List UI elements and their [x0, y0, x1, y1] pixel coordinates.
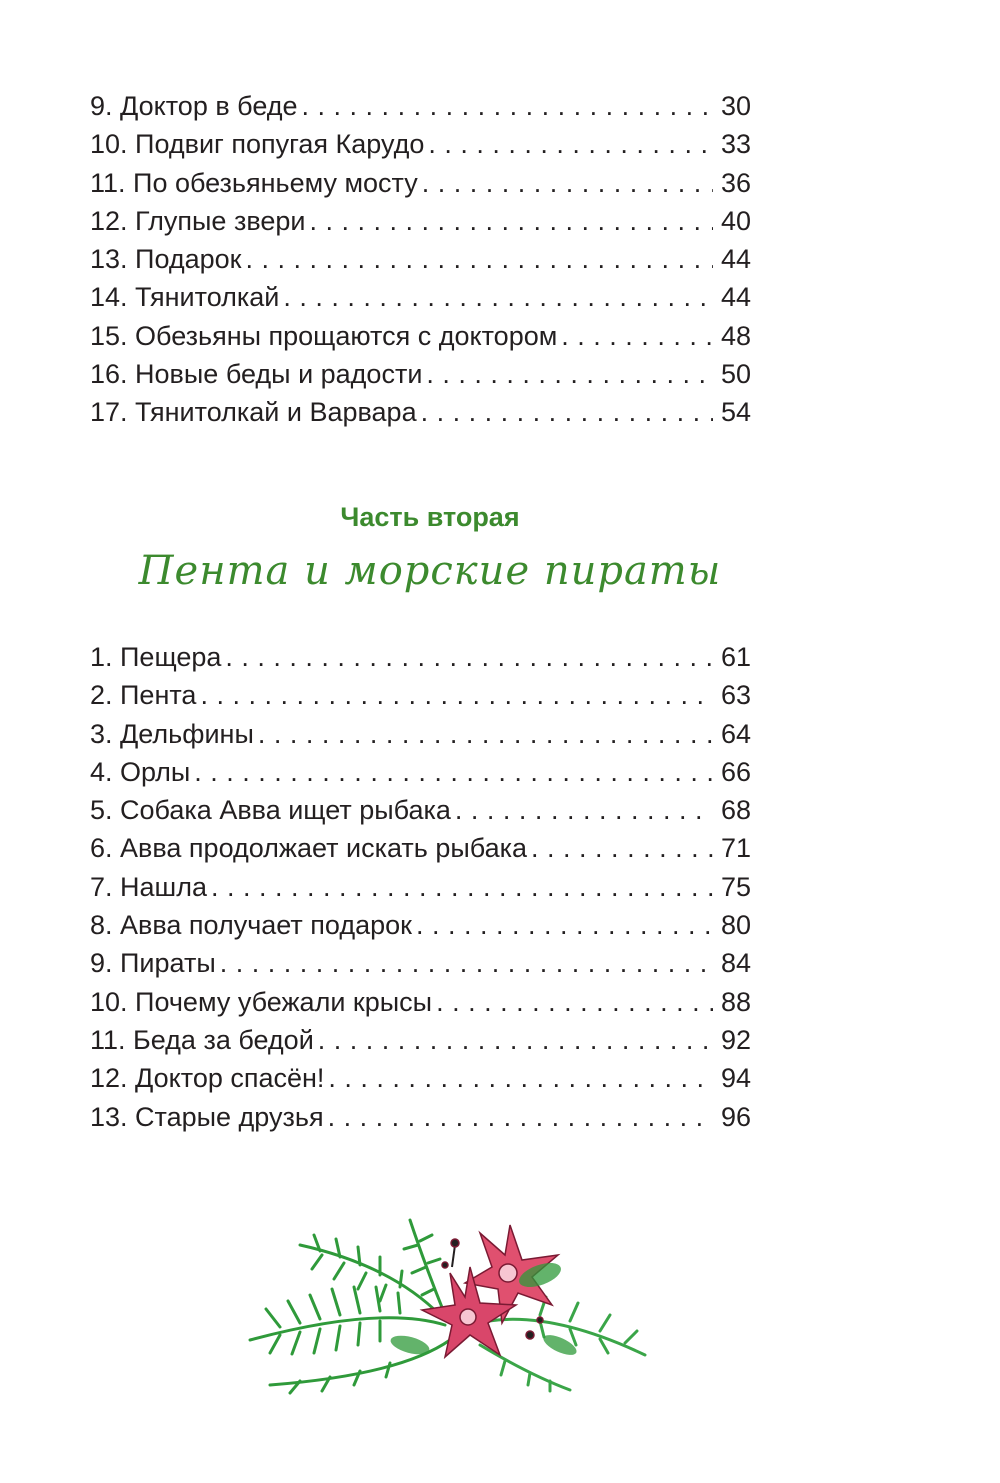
toc-entry-page: 33 — [720, 129, 751, 160]
toc-entry-page: 92 — [720, 1024, 751, 1055]
toc-entry-title: 11. По обезьяньему мосту — [90, 167, 418, 198]
dot-leader — [531, 829, 713, 867]
toc-entry[interactable] — [90, 676, 751, 714]
dot-leader — [283, 278, 713, 316]
toc-entry-title: 8. Авва получает подарок — [90, 910, 412, 941]
toc-entry[interactable] — [90, 1098, 751, 1136]
toc-entry[interactable] — [90, 87, 751, 125]
toc-entry-title: 13. Старые друзья — [90, 1101, 324, 1132]
toc-entry-page: 54 — [720, 397, 751, 428]
toc-entry-page: 71 — [720, 833, 751, 864]
toc-entry[interactable] — [90, 393, 751, 431]
dot-leader — [455, 791, 713, 829]
toc-entry[interactable] — [90, 829, 751, 867]
toc-entry-title: 2. Пента — [90, 680, 197, 711]
dot-leader — [328, 1098, 713, 1136]
toc-entry[interactable] — [90, 983, 751, 1021]
toc-entry[interactable] — [90, 1059, 751, 1097]
dot-leader — [328, 1059, 713, 1097]
toc-entry-title: 13. Подарок — [90, 244, 242, 275]
toc-entry[interactable] — [90, 753, 751, 791]
dot-leader — [302, 87, 713, 125]
toc-entry-page: 44 — [720, 282, 751, 313]
toc-entry-title: 3. Дельфины — [90, 718, 254, 749]
dot-leader — [421, 393, 713, 431]
toc-entry-page: 64 — [720, 718, 751, 749]
dot-leader — [561, 317, 713, 355]
toc-entry-title: 17. Тянитолкай и Варвара — [90, 397, 417, 428]
dot-leader — [428, 125, 713, 163]
dot-leader — [220, 944, 713, 982]
dot-leader — [309, 202, 713, 240]
toc-entry[interactable] — [90, 715, 751, 753]
toc-entry-page: 61 — [720, 642, 751, 672]
dot-leader — [422, 164, 713, 202]
toc-entry-page: 44 — [720, 244, 751, 275]
toc-entry-page: 94 — [720, 1063, 751, 1094]
toc-entry-title: 1. Пещера — [90, 642, 222, 672]
dot-leader — [426, 355, 713, 393]
toc-entry[interactable] — [90, 868, 751, 906]
toc-entry[interactable] — [90, 906, 751, 944]
part-two-title: Пента и морские пираты — [138, 548, 722, 594]
toc-entry-title: 9. Пираты — [90, 948, 216, 979]
dot-leader — [194, 753, 713, 791]
toc-entry-page: 30 — [720, 91, 751, 121]
part-two-label: Часть вторая — [340, 502, 520, 532]
dot-leader — [200, 676, 713, 714]
toc-entry-page: 40 — [720, 205, 751, 236]
toc-entry-title: 6. Авва продолжает искать рыбака — [90, 833, 528, 864]
toc-part-two — [90, 638, 751, 1136]
toc-entry-page: 68 — [720, 795, 751, 826]
toc-entry[interactable] — [90, 125, 751, 163]
toc-entry-page: 66 — [720, 756, 751, 787]
toc-entry-title: 11. Беда за бедой — [90, 1024, 314, 1055]
toc-entry-page: 88 — [720, 986, 751, 1017]
toc-entry[interactable] — [90, 164, 751, 202]
toc-entry[interactable] — [90, 240, 751, 278]
toc-entry-title: 16. Новые беды и радости — [90, 359, 423, 390]
toc-entry-title: 15. Обезьяны прощаются с доктором — [90, 320, 558, 351]
dot-leader — [416, 906, 713, 944]
toc-entry[interactable] — [90, 1021, 751, 1059]
dot-leader — [318, 1021, 713, 1059]
toc-entry[interactable] — [90, 278, 751, 316]
toc-entry-page: 36 — [720, 167, 751, 198]
toc-entry-title: 12. Доктор спасён! — [90, 1063, 325, 1094]
dot-leader — [225, 638, 713, 676]
toc-entry-title: 14. Тянитолкай — [90, 282, 280, 313]
toc-entry[interactable] — [90, 317, 751, 355]
toc-entry-title: 10. Подвиг попугая Карудо — [90, 129, 425, 160]
toc-entry[interactable] — [90, 355, 751, 393]
pink-flowers — [422, 1225, 558, 1357]
toc-entry-title: 7. Нашла — [90, 871, 207, 902]
toc-entry-title: 5. Собака Авва ищет рыбака — [90, 795, 451, 826]
dot-leader — [211, 868, 713, 906]
tropical-flower-icon — [240, 1205, 660, 1405]
toc-entry-title: 9. Доктор в беде — [90, 91, 298, 121]
dot-leader — [258, 715, 713, 753]
toc-entry-title: 12. Глупые звери — [90, 205, 306, 236]
toc-entry-page: 80 — [720, 910, 751, 941]
toc-entry[interactable] — [90, 791, 751, 829]
toc-entry[interactable] — [90, 202, 751, 240]
dot-leader — [436, 983, 713, 1021]
toc-entry[interactable] — [90, 638, 751, 676]
toc-entry-page: 63 — [720, 680, 751, 711]
toc-entry-page: 84 — [720, 948, 751, 979]
toc-entry[interactable] — [90, 944, 751, 982]
palm-leaves-left — [250, 1220, 450, 1393]
toc-entry-page: 50 — [720, 359, 751, 390]
toc-entry-title: 10. Почему убежали крысы — [90, 986, 433, 1017]
dot-leader — [245, 240, 713, 278]
toc-entry-page: 96 — [720, 1101, 751, 1132]
toc-entry-title: 4. Орлы — [90, 756, 191, 787]
toc-entry-page: 75 — [720, 871, 751, 902]
toc-entry-page: 48 — [720, 320, 751, 351]
toc-part-one — [90, 87, 751, 432]
